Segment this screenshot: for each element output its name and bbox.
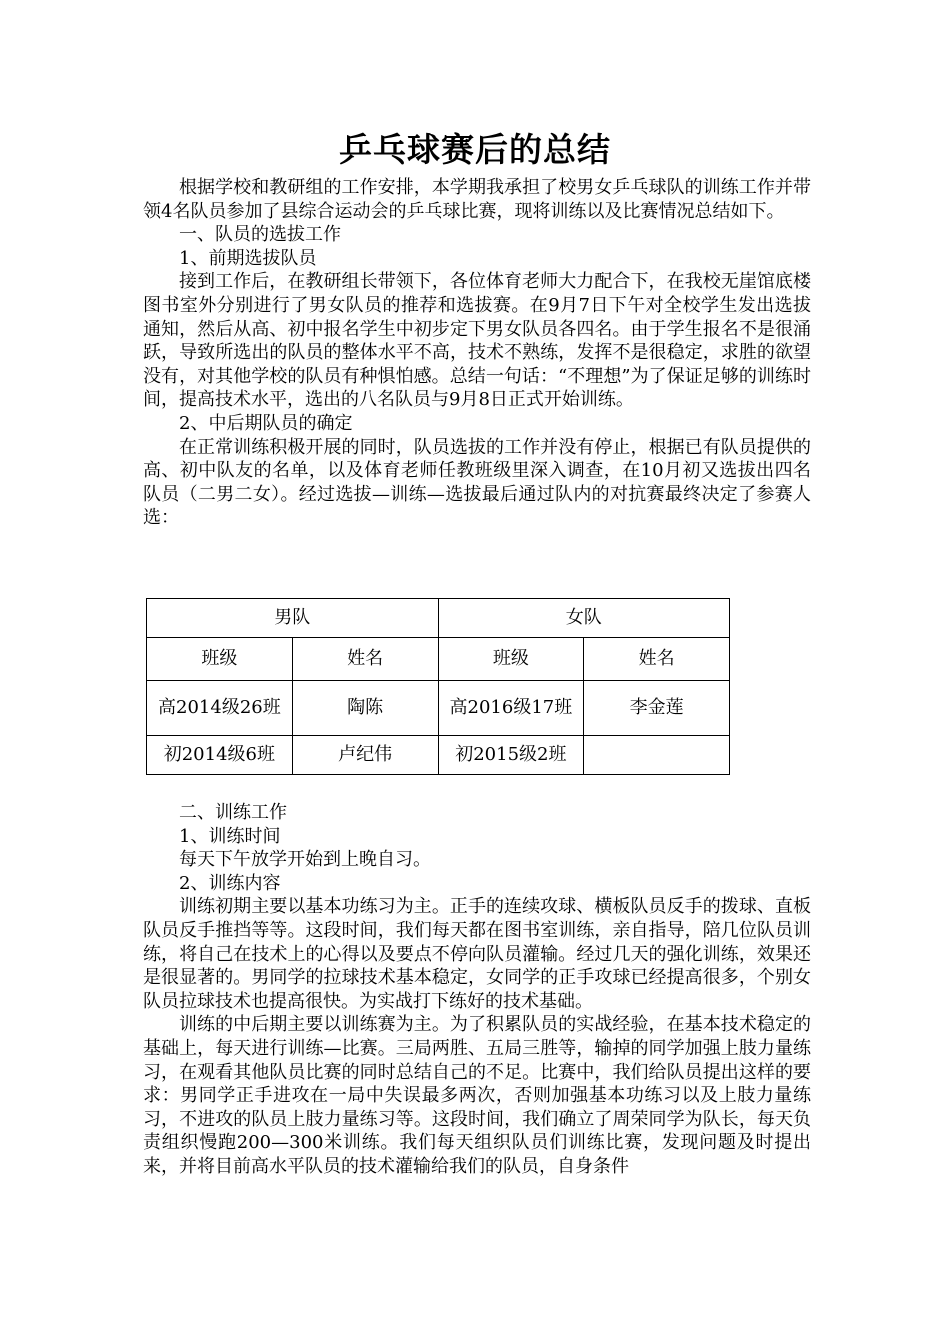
table-row bbox=[147, 638, 730, 681]
document-title: 乒乓球赛后的总结 bbox=[339, 130, 611, 169]
subheading-final-selection: 2、中后期队员的确定 bbox=[179, 412, 353, 434]
team-roster-table bbox=[146, 598, 730, 775]
column-header-class: 班级 bbox=[438, 638, 584, 681]
early-training-paragraph: 训练初期主要以基本功练习为主。正手的连续攻球、横板队员反手的拨球、直板队员反手推挡等等。这段时间，我们每天都在图书室训练，亲自指导，陪几位队员训练，将自己在技术上的心得以及要点不停向队员灌输。经过几天的强化训练，效果还是很显著的。男同学的拉球技术基本稳定，女同学的正手攻球已经提高很多，个别女队员拉球技术也提高很快。为实战打下练好的技术基础。 bbox=[143, 896, 811, 1012]
subheading-training-content: 2、训练内容 bbox=[179, 872, 281, 894]
final-selection-paragraph: 在正常训练积极开展的同时，队员选拔的工作并没有停止，根据已有队员提供的高、初中队友的名单，以及体育老师任教班级里深入调查，在10月初又选拔出四名队员（二男二女）。经过选拔—训练—选拔最后通过队内的对抗赛最终决定了参赛人选： bbox=[143, 436, 811, 529]
intro-paragraph: 根据学校和教研组的工作安排，本学期我承担了校男女乒乓球队的训练工作并带领4名队员参加了县综合运动会的乒乓球比赛，现将训练以及比赛情况总结如下。 bbox=[143, 177, 811, 222]
subheading-training-time: 1、训练时间 bbox=[179, 825, 281, 847]
women-team-header: 女队 bbox=[438, 599, 730, 638]
table-cell: 李金莲 bbox=[584, 681, 730, 736]
column-header-class: 班级 bbox=[147, 638, 293, 681]
men-team-header: 男队 bbox=[147, 599, 439, 638]
section-heading-training: 二、训练工作 bbox=[179, 802, 287, 823]
table-cell: 高2016级17班 bbox=[438, 681, 584, 736]
column-header-name: 姓名 bbox=[292, 638, 438, 681]
column-header-name: 姓名 bbox=[584, 638, 730, 681]
table-cell: 卢纪伟 bbox=[292, 736, 438, 775]
section-heading-selection: 一、队员的选拔工作 bbox=[179, 224, 341, 246]
table-cell bbox=[584, 736, 730, 775]
section-one bbox=[143, 176, 811, 530]
table-row bbox=[147, 681, 730, 736]
table-cell: 初2014级6班 bbox=[147, 736, 293, 775]
subheading-early-selection: 1、前期选拔队员 bbox=[179, 247, 317, 269]
training-time-text: 每天下午放学开始到上晚自习。 bbox=[179, 849, 431, 871]
table-row bbox=[147, 736, 730, 775]
later-training-paragraph: 训练的中后期主要以训练赛为主。为了积累队员的实战经验，在基本技术稳定的基础上，每天进行训练—比赛。三局两胜、五局三胜等，输掉的同学加强上肢力量练习，在观看其他队员比赛的同时总结自己的不足。比赛中，我们给队员提出这样的要求：男同学正手进攻在一局中失误最多两次，否则加强基本功练习以及上肢力量练习，不进攻的队员上肢力量练习等。这段时间，我们确立了周荣同学为队长，每天负责组织慢跑200—300米训练。我们每天组织队员们训练比赛，发现问题及时提出来，并将目前高水平队员的技术灌输给我们的队员，自身条件 bbox=[143, 1014, 811, 1177]
table-cell: 高2014级26班 bbox=[147, 681, 293, 736]
table-cell: 初2015级2班 bbox=[438, 736, 584, 775]
early-selection-paragraph: 接到工作后，在教研组长带领下，各位体育老师大力配合下，在我校无崖馆底楼图书室外分别进行了男女队员的推荐和选拔赛。在9月7日下午对全校学生发出选拔通知，然后从高、初中报名学生中初步定下男女队员各四名。由于学生报名不是很涌跃，导致所选出的队员的整体水平不高，技术不熟练，发挥不是很稳定，求胜的欲望没有，对其他学校的队员有种惧怕感。总结一句话：“不理想”为了保证足够的训练时间，提高技术水平，选出的八名队员与9月8日正式开始训练。 bbox=[143, 271, 811, 411]
table-cell: 陶陈 bbox=[292, 681, 438, 736]
table-row bbox=[147, 599, 730, 638]
section-two bbox=[143, 801, 811, 1179]
